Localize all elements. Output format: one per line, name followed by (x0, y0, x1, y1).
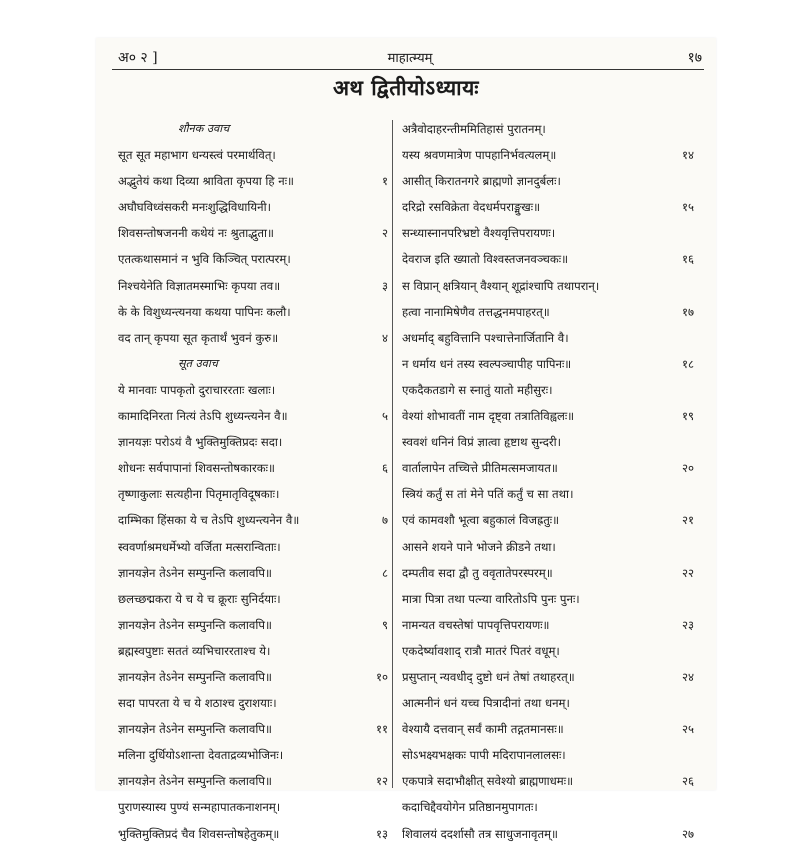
verse-number (688, 116, 694, 142)
verse-line (118, 794, 388, 820)
verse-line (402, 690, 694, 716)
verse-text: स्ववर्णाश्रमधर्मेभ्यो वर्जिता मत्सरान्विताः। (118, 539, 281, 554)
verse-line (402, 455, 694, 481)
verse-line (402, 116, 694, 142)
verse-line (118, 638, 388, 664)
verse-text: मात्रा पित्रा तथा पत्न्या वारितोऽपि पुनः पुनः। (402, 591, 580, 606)
verse-line (118, 455, 388, 481)
verse-number: १२ (375, 774, 388, 789)
verse-text: ज्ञानयज्ञेन तेऽनेन सम्पुनन्ति कलावपि॥ (118, 617, 272, 632)
verse-text: सोऽभक्ष्यभक्षकः पापी मदिरापानलालसः। (402, 748, 566, 763)
verse-number: ५ (381, 409, 388, 424)
verse-number: २२ (681, 565, 694, 580)
verse-line (118, 194, 388, 220)
verse-line (118, 481, 388, 507)
verse-line (402, 377, 694, 403)
verse-text: आसीत् किरातनगरे ब्राह्मणो ज्ञानदुर्बलः। (402, 174, 561, 189)
speaker-heading: सूत उवाच (178, 356, 218, 370)
verse-number (688, 742, 694, 768)
page-header (118, 46, 702, 68)
verse-line (402, 821, 694, 847)
verse-text: आसने शयने पाने भोजने क्रीडने तथा। (402, 539, 556, 554)
verse-text: अद्भुतेयं कथा दिव्या श्राविता कृपया हि नः॥ (118, 174, 294, 189)
verse-text: ब्रह्मस्वपुष्टाः सततं व्यभिचाररताश्च ये। (118, 643, 271, 658)
verse-line (402, 220, 694, 246)
verse-number: १ (381, 174, 388, 189)
verse-text: ज्ञानयज्ञः परोऽयं वै भुक्तिमुक्तिप्रदः सदा। (118, 435, 283, 450)
verse-number: १५ (681, 200, 694, 215)
verse-number: २७ (681, 826, 694, 841)
verse-line (118, 690, 388, 716)
verse-line (402, 638, 694, 664)
page-number: १७ (687, 49, 702, 66)
verse-text: मलिना दुर्धियोऽशान्ता देवताद्रव्यभोजिनः। (118, 748, 284, 763)
verse-text: वेश्यां शोभावतीं नाम दृष्ट्वा तत्रातिविह्वलः॥ (402, 409, 575, 424)
verse-line (402, 794, 694, 820)
verse-text: तृष्णाकुलाः सत्यहीना पितृमातृविदूषकाः। (118, 487, 280, 502)
verse-line (118, 612, 388, 638)
verse-text: स विप्रान् क्षत्रियान् वैश्यान् शूद्रांश्चापि तथापरान्। (402, 278, 600, 293)
verse-text: कदाचिद्दैवयोगेन प्रतिष्ठानमुपागतः। (402, 800, 538, 815)
verse-text: ज्ञानयज्ञेन तेऽनेन सम्पुनन्ति कलावपि॥ (118, 722, 272, 737)
verse-line (118, 142, 388, 168)
verse-number (382, 142, 388, 168)
verse-text: एतत्कथासमानं न भुवि किञ्चित् परात्परम्। (118, 252, 291, 267)
chapter-marker: अ० २ ] (118, 49, 158, 66)
verse-line (118, 716, 388, 742)
verse-line (118, 246, 388, 272)
verse-number (688, 273, 694, 299)
verse-text: छलच्छद्मकरा ये च ये च क्रूराः सुनिर्दयाः। (118, 591, 281, 606)
verse-text: नामन्यत वचस्तेषां पापवृत्तिपरायणः॥ (402, 617, 550, 632)
chapter-title: अथ द्वितीयोऽध्यायः (332, 75, 480, 100)
verse-line (402, 299, 694, 325)
verse-number (688, 638, 694, 664)
verse-number: २५ (681, 722, 694, 737)
verse-line (402, 507, 694, 533)
verse-line (118, 377, 388, 403)
verse-number: १६ (681, 252, 694, 267)
verse-number: ७ (381, 513, 388, 528)
verse-line (118, 325, 388, 351)
verse-text: निश्चयेनेति विज्ञातमस्माभिः कृपया तव॥ (118, 278, 281, 293)
verse-line (118, 560, 388, 586)
verse-number: २१ (681, 513, 694, 528)
left-column (118, 116, 388, 847)
verse-text: शोधनः सर्वपापानां शिवसन्तोषकारकः॥ (118, 461, 275, 476)
verse-line (402, 429, 694, 455)
verse-line (402, 168, 694, 194)
verse-number (688, 168, 694, 194)
verse-text: दम्पतीव सदा द्वौ तु ववृतातेपरस्परम्॥ (402, 565, 553, 580)
verse-text: सूत सूत महाभाग धन्यस्त्वं परमार्थवित्। (118, 148, 276, 163)
verse-line (402, 560, 694, 586)
verse-number: २ (381, 226, 388, 241)
verse-number: १४ (681, 148, 694, 163)
speaker-heading: शौनक उवाच (178, 122, 230, 135)
verse-text: स्ववशं धनिनं विप्रं ज्ञात्वा हृष्टाथ सुन्दरी। (402, 435, 561, 450)
verse-line (402, 325, 694, 351)
verse-line (402, 403, 694, 429)
running-title: माहात्म्यम् (387, 51, 433, 66)
verse-text: सन्ध्यास्नानपरिभ्रष्टो वैश्यवृत्तिपरायणः। (402, 226, 556, 241)
verse-number (382, 638, 388, 664)
verse-number (382, 690, 388, 716)
verse-number: १७ (681, 304, 694, 319)
verse-text: ये मानवाः पापकृतो दुराचाररताः खलाः। (118, 382, 276, 397)
verse-line (118, 586, 388, 612)
verse-number (382, 742, 388, 768)
verse-line (402, 142, 694, 168)
verse-line (118, 742, 388, 768)
verse-text: हत्वा नानामिषेणैव तत्तद्धनमपाहरत्॥ (402, 304, 550, 319)
verse-text: कामादिनिरता नित्यं तेऽपि शुध्यन्त्यनेन वै॥ (118, 409, 288, 424)
verse-line (402, 664, 694, 690)
verse-text: एकपात्रे सदाभौक्षीत् सवेश्यो ब्राह्मणाधमः॥ (402, 774, 574, 789)
verse-text: यस्य श्रवणमात्रेण पापहानिर्भवत्यलम्॥ (402, 148, 557, 163)
verse-text: ज्ञानयज्ञेन तेऽनेन सम्पुनन्ति कलावपि॥ (118, 774, 272, 789)
verse-line (402, 586, 694, 612)
verse-number: ४ (381, 330, 388, 345)
verse-text: सदा पापरता ये च ये शठाश्च दुराशयाः। (118, 696, 277, 711)
verse-number (688, 220, 694, 246)
right-column (402, 116, 694, 847)
verse-line (118, 273, 388, 299)
verse-text: एवं कामवशौ भूत्वा बहुकालं विजह्रतुः॥ (402, 513, 560, 528)
header-rule (112, 69, 704, 70)
verse-text: वेश्यायै दत्तवान् सर्वं कामी तद्गतमानसः॥ (402, 722, 564, 737)
verse-line (118, 168, 388, 194)
verse-text: अघौघविध्वंसकरी मनःशुद्धिविधायिनी। (118, 200, 271, 215)
verse-line (118, 664, 388, 690)
verse-text: ज्ञानयज्ञेन तेऽनेन सम्पुनन्ति कलावपि॥ (118, 669, 272, 684)
verse-text: देवराज इति ख्यातो विश्वस्तजनवञ्चकः॥ (402, 252, 569, 267)
verse-number: २३ (681, 617, 694, 632)
verse-number: १० (375, 669, 388, 684)
verse-text: के के विशुध्यन्त्यनया कथया पापिनः कलौ। (118, 304, 291, 319)
verse-text: शिवालयं ददर्शासौ तत्र साधुजनावृतम्॥ (402, 826, 558, 841)
verse-line (402, 351, 694, 377)
verse-text: अधर्माद् बहुवित्तानि पश्चात्तेनार्जितानि वै। (402, 330, 569, 345)
verse-number: ३ (381, 278, 388, 293)
verse-text: वद तान् कृपया सूत कृतार्थं भुवनं कुरु॥ (118, 330, 279, 345)
verse-line (402, 273, 694, 299)
verse-text: न धर्माय धनं तस्य स्वल्पञ्चापीह पापिनः॥ (402, 356, 572, 371)
verse-text: दाम्भिका हिंसका ये च तेऽपि शुध्यन्त्यनेन वै॥ (118, 513, 300, 528)
column-divider (392, 120, 393, 788)
verse-line (402, 534, 694, 560)
verse-number (382, 481, 388, 507)
verse-text: एकदैकतडागे स स्नातुं यातो महीसुरः। (402, 382, 553, 397)
verse-text: स्त्रियं कर्तुं स तां मेने पतिं कर्तुं च सा तथा। (402, 487, 574, 502)
verse-number (688, 325, 694, 351)
verse-number (688, 481, 694, 507)
verse-number: २६ (681, 774, 694, 789)
verse-line (118, 821, 388, 847)
verse-line (118, 299, 388, 325)
verse-text: भुक्तिमुक्तिप्रदं चैव शिवसन्तोषहेतुकम्॥ (118, 826, 280, 841)
verse-number: ९ (381, 617, 388, 632)
verse-number (688, 429, 694, 455)
verse-number: २० (681, 461, 694, 476)
verse-number (382, 534, 388, 560)
verse-line (118, 507, 388, 533)
verse-number (688, 534, 694, 560)
verse-line (118, 220, 388, 246)
verse-number (382, 194, 388, 220)
verse-line (402, 612, 694, 638)
verse-line (402, 481, 694, 507)
verse-text: आत्मनीनं धनं यच्च पित्रादीनां तथा धनम्। (402, 696, 570, 711)
verse-number (382, 586, 388, 612)
verse-text: वार्तालापेन तच्चित्ते प्रीतिमत्समजायत॥ (402, 461, 558, 476)
verse-number (688, 794, 694, 820)
verse-line (118, 429, 388, 455)
verse-number (688, 690, 694, 716)
verse-text: अत्रैवोदाहरन्तीममितिहासं पुरातनम्। (402, 122, 546, 136)
verse-number (382, 794, 388, 820)
verse-number: १९ (681, 409, 694, 424)
verse-number (382, 429, 388, 455)
verse-number (382, 299, 388, 325)
verse-line (402, 742, 694, 768)
verse-text: प्रसुप्तान् न्यवधीद् दुष्टो धनं तेषां तथाहरत्॥ (402, 669, 575, 684)
verse-number: ११ (375, 722, 388, 737)
verse-line (402, 768, 694, 794)
verse-text: ज्ञानयज्ञेन तेऽनेन सम्पुनन्ति कलावपि॥ (118, 565, 272, 580)
verse-number: १८ (681, 356, 694, 371)
verse-line (402, 716, 694, 742)
verse-line (402, 194, 694, 220)
verse-text: शिवसन्तोषजननी कथेयं नः श्रुताद्भुता॥ (118, 226, 274, 241)
verse-text: पुराणस्यास्य पुण्यं सन्महापातकनाशनम्। (118, 800, 281, 815)
verse-text: एकदेर्ष्यावशाद् रात्रौ मातरं पितरं वधूम्। (402, 643, 560, 658)
verse-line (118, 403, 388, 429)
verse-number: २४ (681, 669, 694, 684)
verse-number (382, 377, 388, 403)
verse-line (118, 534, 388, 560)
verse-line (402, 246, 694, 272)
verse-number: १३ (375, 826, 388, 841)
verse-number: ८ (381, 565, 388, 580)
verse-number: ६ (381, 461, 388, 476)
verse-text: दरिद्रो रसविक्रेता वेदधर्मपराङ्मुखः॥ (402, 200, 541, 215)
verse-number (382, 246, 388, 272)
book-page (96, 38, 716, 841)
verse-number (688, 377, 694, 403)
verse-line (118, 768, 388, 794)
verse-number (688, 586, 694, 612)
